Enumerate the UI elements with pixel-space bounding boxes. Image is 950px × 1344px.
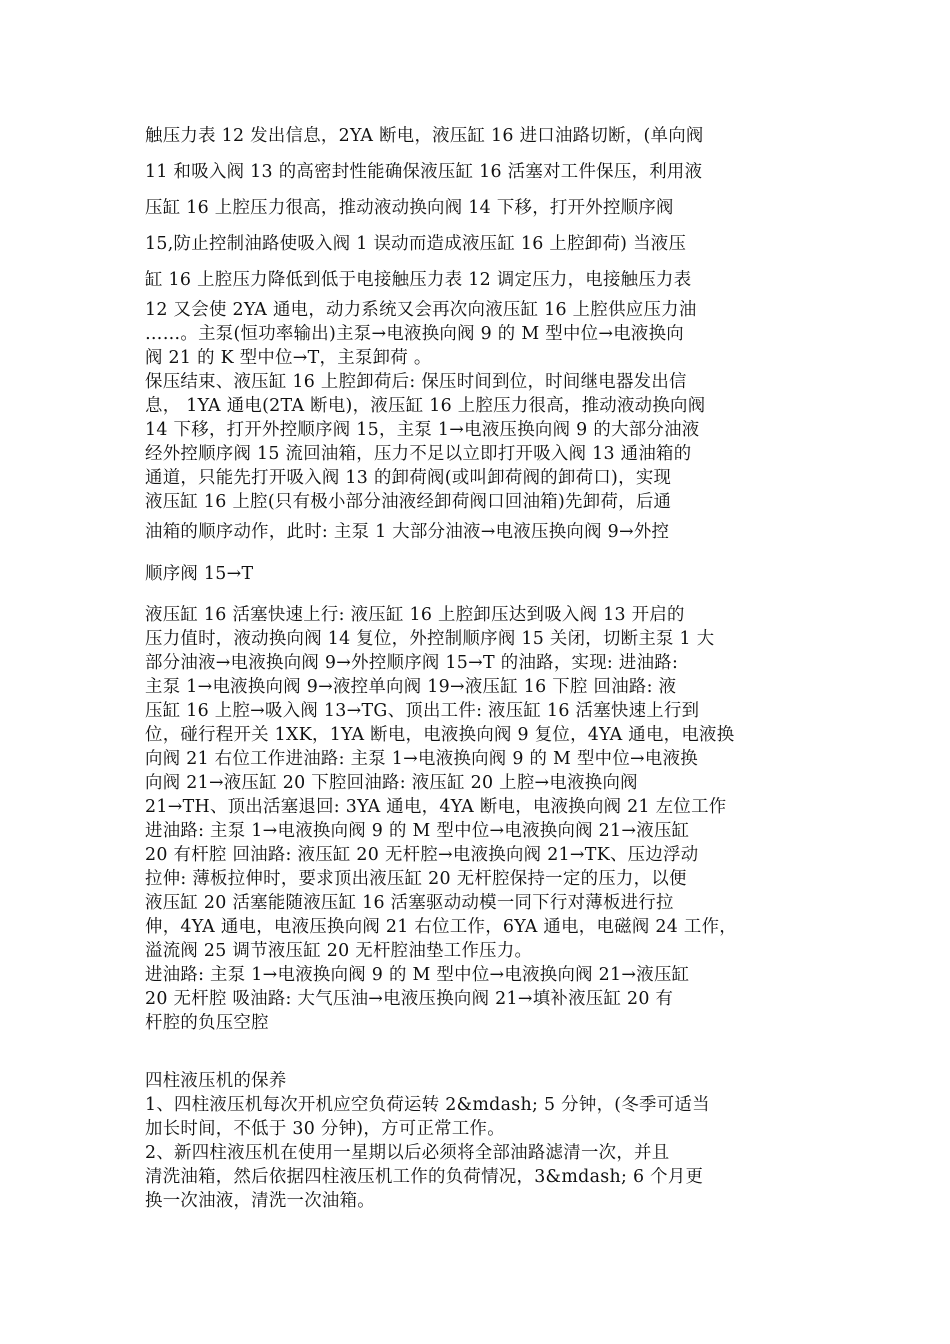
text-line: 四柱液压机的保养 bbox=[145, 1071, 287, 1091]
text-line: 经外控顺序阀 15 流回油箱，压力不足以立即打开吸入阀 13 通油箱的 bbox=[145, 444, 692, 464]
text-line: 向阀 21 右位工作进油路: 主泵 1→电液换向阀 9 的 M 型中位→电液换 bbox=[145, 749, 698, 769]
text-line: 2、新四柱液压机在使用一星期以后必须将全部油路滤清一次，并且 bbox=[145, 1143, 670, 1163]
paragraph-gap bbox=[145, 586, 813, 603]
text-line: 部分油液→电液换向阀 9→外控顺序阀 15→T 的油路，实现: 进油路: bbox=[145, 653, 679, 673]
text-line: 位，碰行程开关 1XK，1YA 断电，电液换向阀 9 复位，4YA 通电，电液换 bbox=[145, 725, 735, 745]
text-line: 21→TH、顶出活塞退回: 3YA 通电，4YA 断电，电液换向阀 21 左位工作 bbox=[145, 797, 727, 817]
text-line: 阀 21 的 K 型中位→T，主泵卸荷 。 bbox=[145, 348, 432, 368]
text-line: 进油路: 主泵 1→电液换向阀 9 的 M 型中位→电液换向阀 21→液压缸 bbox=[145, 965, 690, 985]
text-line: 压缸 16 上腔压力很高，推动液动换向阀 14 下移，打开外控顺序阀 bbox=[145, 198, 674, 218]
text-line: 触压力表 12 发出信息，2YA 断电，液压缸 16 进口油路切断，(单向阀 bbox=[145, 126, 704, 146]
text-line: 压缸 16 上腔→吸入阀 13→TG、顶出工件: 液压缸 16 活塞快速上行到 bbox=[145, 701, 700, 721]
text-line: 伸，4YA 通电，电液压换向阀 21 右位工作，6YA 通电，电磁阀 24 工作， bbox=[145, 917, 737, 937]
text-line: 保压结束、液压缸 16 上腔卸荷后: 保压时间到位，时间继电器发出信 bbox=[145, 372, 687, 392]
text-line: 11 和吸入阀 13 的高密封性能确保液压缸 16 活塞对工件保压，利用液 bbox=[145, 162, 703, 182]
text-line: 油箱的顺序动作，此时: 主泵 1 大部分油液→电液压换向阀 9→外控 bbox=[145, 522, 670, 542]
text-line: 加长时间，不低于 30 分钟)，方可正常工作。 bbox=[145, 1119, 505, 1139]
text-line: 缸 16 上腔压力降低到低于电接触压力表 12 调定压力，电接触压力表 bbox=[145, 270, 692, 290]
text-line: 拉伸: 薄板拉伸时，要求顶出液压缸 20 无杆腔保持一定的压力，以便 bbox=[145, 869, 687, 889]
text-line: 液压缸 16 活塞快速上行: 液压缸 16 上腔卸压达到吸入阀 13 开启的 bbox=[145, 605, 685, 625]
text-line: 1、四柱液压机每次开机应空负荷运转 2&mdash; 5 分钟，(冬季可适当 bbox=[145, 1095, 710, 1115]
text-line: ……。主泵(恒功率输出)主泵→电液换向阀 9 的 M 型中位→电液换向 bbox=[145, 324, 684, 344]
text-line: 顺序阀 15→T bbox=[145, 564, 254, 584]
text-line: 液压缸 16 上腔(只有极小部分油液经卸荷阀口回油箱)先卸荷，后通 bbox=[145, 492, 672, 512]
text-line: 15,防止控制油路使吸入阀 1 误动而造成液压缸 16 上腔卸荷) 当液压 bbox=[145, 234, 687, 254]
text-line: 进油路: 主泵 1→电液换向阀 9 的 M 型中位→电液换向阀 21→液压缸 bbox=[145, 821, 690, 841]
text-line: 换一次油液，清洗一次油箱。 bbox=[145, 1191, 375, 1211]
text-line: 通道，只能先打开吸入阀 13 的卸荷阀(或叫卸荷阀的卸荷口)，实现 bbox=[145, 468, 672, 488]
paragraph-gap bbox=[145, 1035, 813, 1069]
text-line: 压力值时，液动换向阀 14 复位，外控制顺序阀 15 关闭，切断主泵 1 大 bbox=[145, 629, 715, 649]
text-line: 液压缸 20 活塞能随液压缸 16 活塞驱动动模一同下行对薄板进行拉 bbox=[145, 893, 674, 913]
text-line: 20 无杆腔 吸油路: 大气压油→电液压换向阀 21→填补液压缸 20 有 bbox=[145, 989, 674, 1009]
paragraph-gap bbox=[145, 550, 813, 562]
text-line: 主泵 1→电液换向阀 9→液控单向阀 19→液压缸 16 下腔 回油路: 液 bbox=[145, 677, 677, 697]
text-line: 向阀 21→液压缸 20 下腔回油路: 液压缸 20 上腔→电液换向阀 bbox=[145, 773, 638, 793]
text-line: 溢流阀 25 调节液压缸 20 无杆腔油垫工作压力。 bbox=[145, 941, 533, 961]
text-line: 20 有杆腔 回油路: 液压缸 20 无杆腔→电液换向阀 21→TK、压边浮动 bbox=[145, 845, 699, 865]
document-page bbox=[145, 118, 813, 1213]
text-line: 12 又会使 2YA 通电，动力系统又会再次向液压缸 16 上腔供应压力油 bbox=[145, 300, 697, 320]
text-line: 杆腔的负压空腔 bbox=[145, 1013, 269, 1033]
text-line: 息， 1YA 通电(2TA 断电)，液压缸 16 上腔压力很高，推动液动换向阀 bbox=[145, 396, 706, 416]
text-line: 14 下移，打开外控顺序阀 15，主泵 1→电液压换向阀 9 的大部分油液 bbox=[145, 420, 700, 440]
text-line: 清洗油箱，然后依据四柱液压机工作的负荷情况，3&mdash; 6 个月更 bbox=[145, 1167, 704, 1187]
